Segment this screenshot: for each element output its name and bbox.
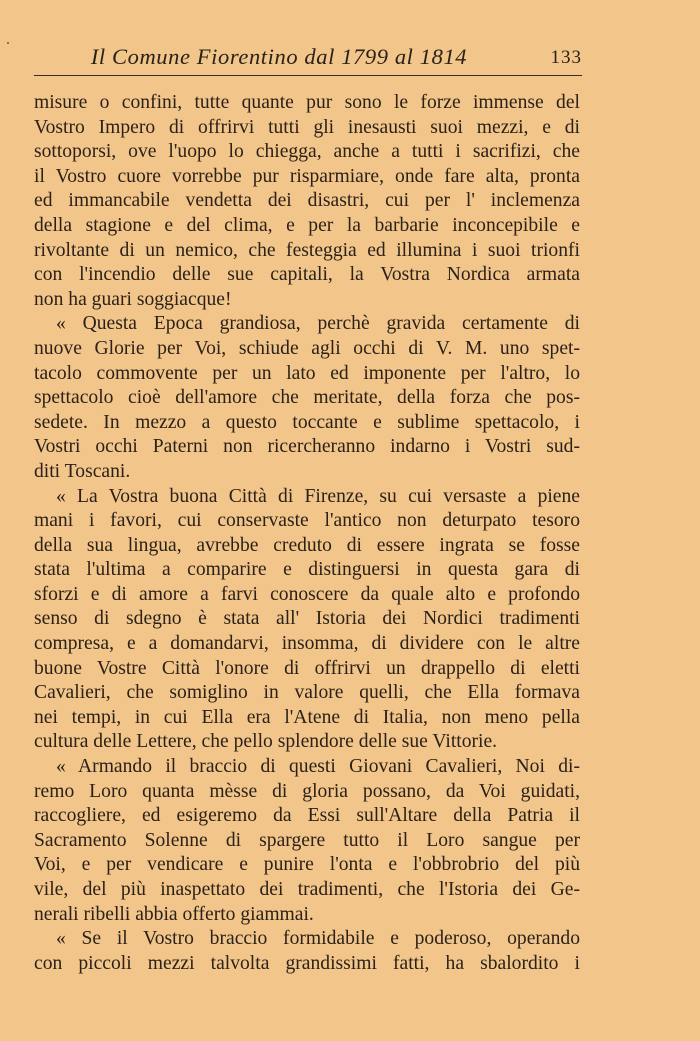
text-line: spettacolo cioè dell'amore che meritate, della forza che pos- [34,387,580,409]
text-line: misure o confini, tutte quante pur sono le forze immense del [34,92,580,113]
paper-speck [7,42,9,44]
text-line: « Se il Vostro braccio formidabile e poderoso, operando [56,928,580,950]
text-line: Vostro Impero di offrirvi tutti gli inesausti suoi mezzi, e di [34,116,580,138]
text-line: compresa, e a domandarvi, insomma, di dividere con le altre [34,633,580,655]
running-title: Il Comune Fiorentino dal 1799 al 1814 [90,44,468,69]
text-line: il Vostro cuore vorrebbe pur risparmiare, onde fare alta, pronta [34,165,580,187]
paragraph [34,755,580,927]
paragraph [34,485,580,756]
text-line: « Questa Epoca grandiosa, perchè gravida certamente di [56,313,580,335]
text-line: della stagione e del clima, e per la barbarie inconcepibile e [34,214,580,236]
text-line: buone Vostre Città l'onore di offrirvi un drappello di eletti [34,657,580,679]
text-line: con l'incendio delle sue capitali, la Vostra Nordica armata [34,264,580,286]
text-line: cultura delle Lettere, che pello splendore delle sue Vittorie. [34,731,498,753]
text-line: vile, del più inaspettato dei tradimenti, che l'Istoria dei Ge- [34,879,580,900]
text-line: nerali ribelli abbia offerto giammai. [34,903,314,925]
text-line: Sacramento Solenne di spargere tutto il Loro sangue per [34,829,580,851]
paragraph [34,312,580,484]
text-line: nuove Glorie per Voi, schiude agli occhi di V. M. uno spet- [34,337,580,359]
page-number: 133 [550,47,582,68]
text-line: remo Loro quanta mèsse di gloria possano, da Voi guidati, [34,780,580,802]
text-line: tacolo commovente per un lato ed imponente per l'altro, lo [34,362,580,384]
text-line: sforzi e di amore a farvi conoscere da quale alto e profondo [34,583,580,605]
text-line: Voi, e per vendicare e punire l'onta e l'obbrobrio del più [34,854,580,876]
text-line: non ha guari soggiacque! [34,288,232,310]
text-line: della sua lingua, avrebbe creduto di essere ingrata se fosse [34,534,580,556]
text-line: stata l'ultima a comparire e distinguersi in questa gara di [34,559,580,581]
text-line: senso di sdegno è stata all' Istoria dei Nordici tradimenti [34,608,580,630]
text-line: raccogliere, ed esigeremo da Essi sull'Altare della Patria il [34,805,580,827]
header-rule [34,75,582,76]
text-line: mani i favori, cui conservaste l'antico non deturpato tesoro [34,510,580,532]
body-text [34,91,580,976]
text-line: « Armando il braccio di questi Giovani Cavalieri, Noi di- [56,756,580,778]
text-line: ed immancabile vendetta dei disastri, cui per l' inclemenza [34,190,580,212]
text-line: sedete. In mezzo a questo toccante e sublime spettacolo, i [34,411,580,433]
text-line: nei tempi, in cui Ella era l'Atene di Italia, non meno pella [34,706,580,728]
text-line: « La Vostra buona Città di Firenze, su cui versaste a piene [56,485,580,507]
text-line: sottoporsi, ove l'uopo lo chiegga, anche a tutti i sacrifizi, che [34,141,580,163]
text-line: diti Toscani. [34,460,131,482]
text-line: Cavalieri, che somiglino in valore quelli, che Ella formava [34,682,580,704]
text-line: rivoltante di un nemico, che festeggia ed illumina i suoi trionfi [34,239,580,261]
paragraph [34,927,580,976]
running-head [34,44,582,74]
text-line: Vostri occhi Paterni non ricercheranno indarno i Vostri sud- [34,436,580,458]
paragraph [34,91,580,312]
text-line: con piccoli mezzi talvolta grandissimi fatti, ha sbalordito i [34,952,580,974]
